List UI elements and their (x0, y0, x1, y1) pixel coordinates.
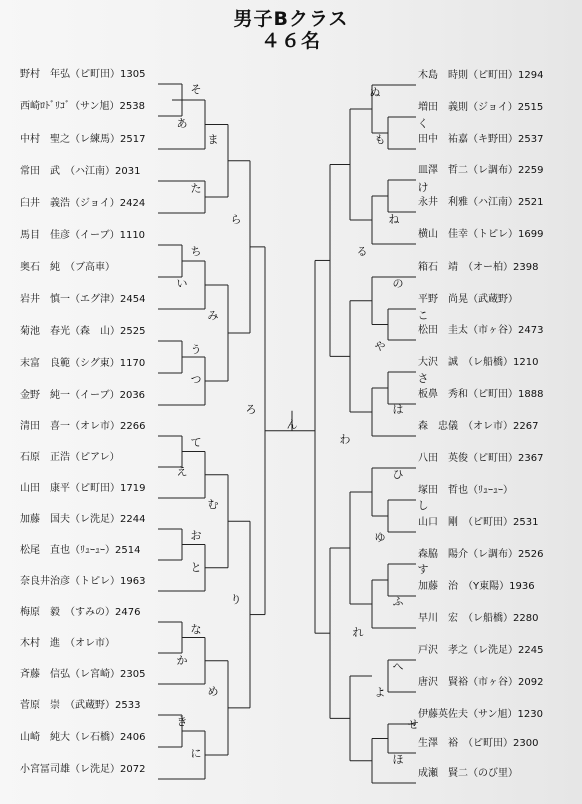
match-label: ぬ (369, 86, 381, 99)
player-entry: 平野 尚晃（武蔵野） (418, 294, 518, 305)
player-entry: 奥石 純 （ブ高車） (20, 262, 115, 273)
player-entry: 菅原 崇 （武蔵野）2533 (20, 700, 141, 711)
player-entry: 皿澤 哲二（レ調布）2259 (418, 165, 544, 176)
player-entry: 戸沢 孝之（レ洗足）2245 (418, 645, 544, 656)
player-count: ４６名 (260, 30, 321, 52)
match-label: そ (190, 83, 202, 96)
player-entry: 西崎ﾛﾄﾞﾘｺﾞ（サン旭）2538 (20, 101, 145, 112)
player-entry: 田中 祐嘉（キ野田）2537 (418, 134, 544, 145)
player-entry: 塚田 哲也（ﾘｭｰｭｰ） (418, 485, 513, 496)
match-label: の (392, 277, 404, 290)
match-label: ち (190, 245, 202, 258)
match-label: か (176, 654, 188, 667)
page-title: 男子Bクラス (233, 8, 349, 30)
match-label: た (190, 182, 202, 195)
match-label: よ (374, 686, 386, 699)
player-entry: 梅原 毅 （すみの）2476 (20, 607, 141, 618)
player-entry: 板鼻 秀和（ピ町田）1888 (418, 389, 544, 400)
player-entry: 馬目 佳彦（イーブ）1110 (20, 230, 146, 241)
player-entry: 常田 武 （ハ江南）2031 (20, 166, 141, 177)
match-label: ゆ (374, 531, 386, 544)
match-label: き (176, 715, 188, 728)
match-label: れ (352, 626, 364, 639)
player-entry: 加藤 国夫（レ洗足）2244 (20, 514, 146, 525)
match-label: と (190, 561, 202, 574)
match-label: り (230, 593, 242, 606)
player-entry: 奈良井治彦（トピレ）1963 (20, 576, 146, 587)
player-entry: 唐沢 賢裕（市ヶ谷）2092 (418, 677, 544, 688)
player-entry: 成瀬 賢二（のび里） (418, 768, 518, 779)
match-label: せ (407, 718, 419, 731)
match-label: つ (190, 373, 202, 386)
player-entry: 斉藤 信弘（レ宮崎）2305 (20, 669, 146, 680)
player-entry: 木村 進 （オレ市） (20, 638, 115, 649)
match-label: て (190, 436, 202, 449)
match-label: る (356, 245, 368, 258)
match-label: ろ (245, 403, 257, 416)
match-label: ん (286, 418, 298, 431)
player-entry: 大沢 誠 （レ船橋）1210 (418, 357, 539, 368)
player-entry: 森 忠儀 （オレ市）2267 (418, 421, 539, 432)
match-label: く (417, 117, 429, 130)
player-entry: 清田 喜一（オレ市）2266 (20, 421, 146, 432)
player-entry: 石原 正浩（ピアレ） (20, 452, 120, 463)
match-label: う (190, 343, 202, 356)
match-label: い (176, 277, 188, 290)
player-entry: 山田 康平（ピ町田）1719 (20, 483, 146, 494)
match-label: め (207, 685, 219, 698)
player-entry: 加藤 治 （Y東陽）1936 (418, 581, 535, 592)
match-label: ね (388, 213, 400, 226)
player-entry: 早川 宏 （レ船橋）2280 (418, 613, 539, 624)
match-label: ふ (392, 595, 404, 608)
match-label: ほ (392, 753, 404, 766)
player-entry: 伊藤英佐夫（サン旭）1230 (418, 709, 543, 720)
match-label: お (190, 529, 202, 542)
player-entry: 松田 圭太（市ヶ谷）2473 (418, 325, 544, 336)
player-entry: 八田 英俊（ピ町田）2367 (418, 453, 544, 464)
match-label: み (207, 309, 219, 322)
match-label: ひ (392, 468, 404, 481)
player-entry: 永井 利雅（ハ江南）2521 (418, 197, 544, 208)
player-entry: 野村 年弘（ピ町田）1305 (20, 69, 146, 80)
match-label: は (392, 403, 404, 416)
player-entry: 横山 佳幸（トピレ）1699 (418, 229, 544, 240)
player-entry: 森脇 陽介（レ調布）2526 (418, 549, 544, 560)
player-entry: 小宮冨司雄（レ洗足）2072 (20, 764, 146, 775)
match-label: こ (417, 309, 429, 322)
match-label: す (417, 563, 429, 576)
player-entry: 岩井 慎一（エグ津）2454 (20, 294, 146, 305)
player-entry: 山崎 純大（レ石橋）2406 (20, 732, 146, 743)
match-label: も (374, 133, 386, 146)
match-label: え (176, 465, 188, 478)
match-label: わ (339, 433, 351, 446)
player-entry: 菊池 春光（森 山）2525 (20, 326, 146, 337)
match-label: に (190, 747, 202, 760)
player-entry: 増田 義則（ジョイ）2515 (418, 102, 544, 113)
player-entry: 臼井 義浩（ジョイ）2424 (20, 198, 146, 209)
match-label: し (417, 499, 429, 512)
match-label: な (190, 623, 202, 636)
player-entry: 金野 純一（イーブ）2036 (20, 390, 146, 401)
match-label: あ (176, 117, 188, 130)
match-label: ま (207, 133, 219, 146)
match-label: や (374, 340, 386, 353)
match-label: け (417, 181, 429, 194)
match-label: む (207, 498, 219, 511)
player-entry: 中村 聖之（レ練馬）2517 (20, 134, 146, 145)
player-entry: 山口 剛 （ピ町田）2531 (418, 517, 539, 528)
player-entry: 箱石 靖 （オー柏）2398 (418, 262, 539, 273)
match-label: さ (417, 372, 429, 385)
player-entry: 末富 良範（シグ東）1170 (20, 358, 146, 369)
player-entry: 生澤 裕 （ピ町田）2300 (418, 738, 539, 749)
match-label: ら (230, 213, 242, 226)
player-entry: 松尾 直也（ﾘｭｰｭｰ）2514 (20, 545, 141, 556)
match-label: へ (392, 660, 404, 673)
player-entry: 木島 時則（ピ町田）1294 (418, 70, 544, 81)
